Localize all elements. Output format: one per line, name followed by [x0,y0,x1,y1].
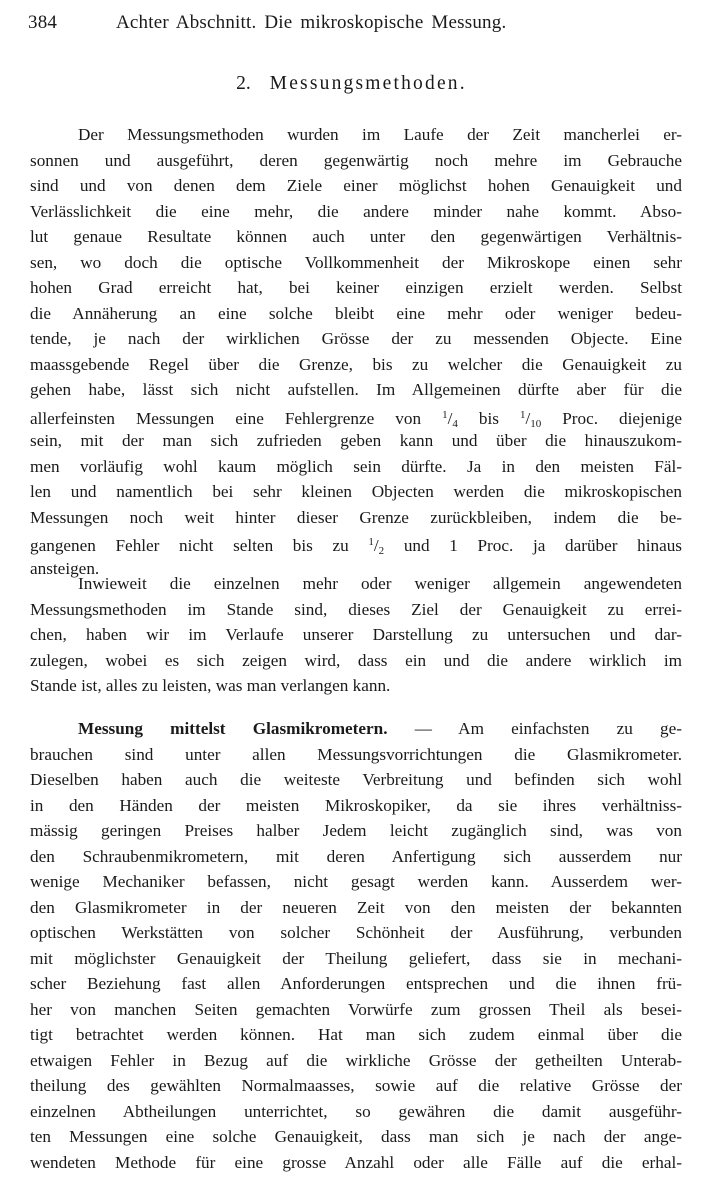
fraction-quarter: $^1/_4$ [442,408,458,430]
text-line: maassgebende Regel über die Grenze, bis zu welcher die Genauigkeit zu [30,354,682,374]
fraction-denominator: 10 [530,417,542,430]
text-line: Verlässlichkeit die eine mehr, die andere minder nahe kommt. Abso- [30,201,682,221]
page-number: 384 [28,12,58,33]
text-line: Inwieweit die einzelnen mehr oder weniger allgemein angewendeten [78,574,682,593]
text-line: zulegen, wobei es sich zeigen wird, dass ein und die andere wirklich im [30,650,682,670]
text-line: etwaigen Fehler in Bezug auf die wirkliche Grösse der getheilten Unterab- [30,1050,682,1070]
running-head-title: Achter Abschnitt. Die mikroskopische Messung. [116,12,507,33]
text-line: men vorläufig wohl kaum möglich sein dürfte. Ja in den meisten Fäl- [30,456,682,476]
text-segment: allerfeinsten Messungen eine Fehlergrenze von [30,408,422,428]
text-line: Messungsmethoden im Stande sind, dieses Ziel der Genauigkeit zu errei- [30,599,682,619]
text-line: hohen Grad erreicht hat, bei keiner einzigen erzielt werden. Selbst [30,278,682,297]
text-segment: Proc. diejenige [562,408,683,428]
fraction-numerator: 1 [368,536,374,548]
text-line: chen, haben wir im Verlaufe unserer Darstellung zu untersuchen und dar- [30,625,682,644]
fraction-numerator: 1 [519,408,526,421]
text-segment: und 1 Proc. ja darüber hinaus [403,536,682,555]
fraction-tenth: $^1/_{10}$ [519,408,542,430]
text-line: sind und von denen dem Ziele einer möglichst hohen Genauigkeit und [30,176,682,195]
text-segment: — Am einfachsten zu ge- [414,719,683,738]
text-line: tende, je nach der wirklichen Grösse der zu messenden Objecte. Eine [30,329,682,348]
running-head [28,12,679,36]
paragraph-accuracy-scope [30,571,682,699]
section-heading [0,73,703,95]
text-line: mässig geringen Preises halber Jedem leicht zugänglich sind, was von [30,821,682,840]
text-line: theilung des gewählten Normalmaasses, sowie auf die relative Grösse der [30,1076,682,1095]
text-line: tigt betrachtet werden können. Hat man sich zudem einmal über die [30,1025,682,1044]
text-line: optischen Werkstätten von solcher Schönheit der Ausführung, verbunden [30,923,682,942]
text-line: gehen habe, lässt sich nicht aufstellen. Im Allgemeinen dürfte aber für die [30,380,682,399]
text-segment: gangenen Fehler nicht selten bis zu [30,536,349,555]
text-line: in den Händen der meisten Mikroskopiker, da sie ihres verhältniss- [30,795,682,815]
text-line: Stande ist, alles zu leisten, was man verlangen kann. [30,676,391,695]
fraction-denominator: 2 [378,545,385,557]
text-line: Dieselben haben auch die weiteste Verbreitung und befinden sich wohl [30,770,682,789]
fraction-denominator: 4 [452,417,458,430]
paragraph-measurement-methods [30,122,682,581]
text-line: Der Messungsmethoden wurden im Laufe der Zeit mancherlei er- [78,125,682,144]
text-line: den Glasmikrometer in der neueren Zeit von den meisten der bekannten [30,897,682,917]
text-line: sen, wo doch die optische Vollkommenheit der Mikroskope einen sehr [30,252,682,272]
section-title: Messungsmethoden. [269,73,467,94]
text-line: her von manchen Seiten gemachten Vorwürfe zum grossen Theil als besei- [30,999,682,1019]
run-in-heading: Messung mittelst Glasmikrometern. [78,719,388,738]
fraction-numerator: 1 [442,408,448,421]
text-line: mit möglichster Genauigkeit der Theilung geliefert, dass sie in mechani- [30,948,682,968]
text-line: brauchen sind unter allen Messungsvorrichtungen die Glasmikrometer. [30,744,682,764]
text-line: die Annäherung an eine solche bleibt eine mehr oder weniger bedeu- [30,303,682,323]
paragraph-glass-micrometers [30,716,682,1175]
text-line: wendeten Methode für eine grosse Anzahl oder alle Fälle auf die erhal- [30,1152,682,1172]
text-line: den Schraubenmikrometern, mit deren Anfertigung sich ausserdem nur [30,846,682,866]
text-line-with-fraction [30,530,682,556]
text-line: einzelnen Abtheilungen unterrichtet, so gewähren die damit ausgeführ- [30,1101,682,1121]
text-line: ansteigen. [30,558,100,578]
text-line-with-run-in-heading [30,716,682,742]
text-segment: bis [478,408,499,428]
text-line: sein, mit der man sich zufrieden geben kann und über die hinauszukom- [30,431,682,450]
section-number: 2. [236,73,251,94]
text-line: sonnen und ausgeführt, deren gegenwärtig noch mehre im Gebrauche [30,150,682,170]
text-line: scher Beziehung fast allen Anforderungen entsprechen und die ihnen frü- [30,974,682,993]
text-line: Messungen noch weit hinter dieser Grenze zurückbleiben, indem die be- [30,507,682,527]
text-line: lut genaue Resultate können auch unter den gegenwärtigen Verhältnis- [30,227,682,246]
fraction-half: $^1/_2$ [368,536,385,557]
text-line-with-fractions [30,403,682,429]
text-line: wenige Mechaniker befassen, nicht gesagt werden kann. Ausserdem wer- [30,872,682,891]
text-line: len und namentlich bei sehr kleinen Objecten werden die mikroskopischen [30,482,682,501]
text-line: ten Messungen eine solche Genauigkeit, dass man sich je nach der ange- [30,1127,682,1146]
